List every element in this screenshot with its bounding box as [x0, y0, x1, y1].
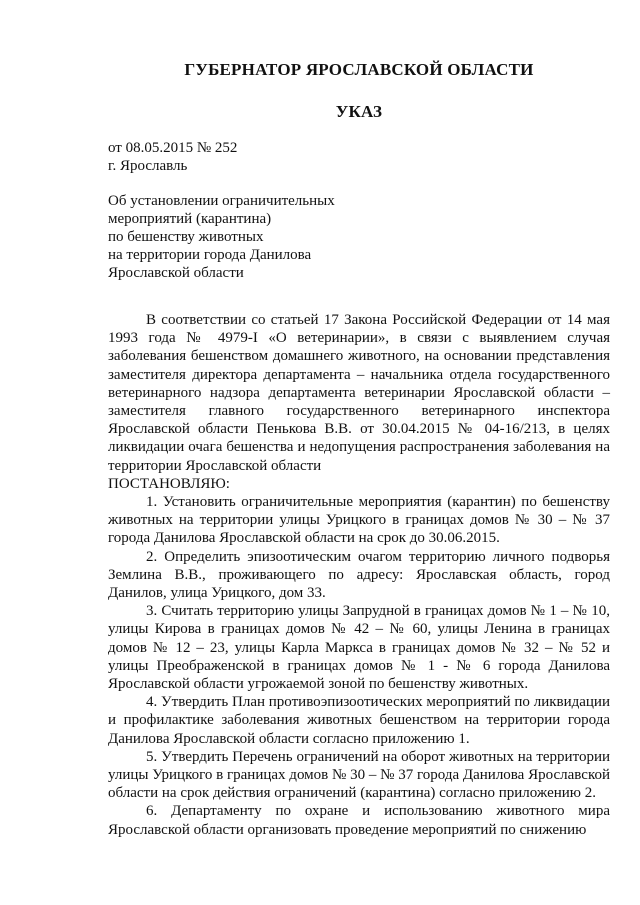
subject-line: Ярославской области	[108, 265, 244, 281]
preamble-paragraph: В соответствии со статьей 17 Закона Российской Федерации от 14 мая 1993 года № 4979-I «О ветеринарии», в связи с выявлением случая заболевания бешенством домашнего животного, на основании представления заместителя директора департамента – начальника отдела государственного ветеринарного надзора департамента ветеринарии Ярославской области – заместителя главного государственного ветеринарного инспектора Ярославской области Пенькова В.В. от 30.04.2015 № 04-16/213, в целях ликвидации очага бешенства и недопущения распространения заболевания на территории Ярославской области	[108, 312, 610, 474]
decree-item: 1. Установить ограничительные мероприятия (карантин) по бешенству животных на территории улицы Урицкого в границах домов № 30 – № 37 города Данилова Ярославской области на срок до 30.06.2015.	[108, 494, 610, 547]
document-date-number: от 08.05.2015 № 252	[108, 140, 238, 156]
document-city: г. Ярославль	[108, 158, 188, 174]
decree-item: 3. Считать территорию улицы Запрудной в границах домов № 1 – № 10, улицы Кирова в границах домов № 42 – № 60, улицы Ленина в границах домов № 12 – 23, улицы Карла Маркса в границах домов № 32 – № 52 и улицы Преображенской в границах домов № 1 - № 6 города Данилова Ярославской области угрожаемой зоной по бешенству животных.	[108, 603, 610, 693]
decree-item: 2. Определить эпизоотическим очагом территорию личного подворья Землина В.В., проживающего по адресу: Ярославская область, город Данилов, улица Урицкого, дом 33.	[108, 548, 610, 602]
document-subject	[108, 192, 335, 282]
decree-word: ПОСТАНОВЛЯЮ:	[108, 475, 230, 492]
decree-item: 6. Департаменту по охране и использованию животного мира Ярославской области организовать проведение мероприятий по снижению	[108, 803, 610, 838]
subject-line: по бешенству животных	[108, 229, 264, 245]
subject-line: мероприятий (карантина)	[108, 211, 272, 227]
decree-item: 5. Утвердить Перечень ограничений на оборот животных на территории улицы Урицкого в границах домов № 30 – № 37 города Данилова Ярославской области на срок действия ограничений (карантина) согласно приложению 2.	[108, 748, 610, 802]
document-authority-heading: ГУБЕРНАТОР ЯРОСЛАВСКОЙ ОБЛАСТИ	[184, 60, 534, 79]
subject-line: Об установлении ограничительных	[108, 193, 335, 209]
document-type-heading: УКАЗ	[335, 102, 383, 121]
decree-item: 4. Утвердить План противоэпизоотических мероприятий по ликвидации и профилактике заболевания животных бешенством на территории города Данилова Ярославской области согласно приложению 1.	[108, 694, 610, 747]
document-body	[108, 311, 610, 839]
subject-line: на территории города Данилова	[108, 247, 312, 263]
